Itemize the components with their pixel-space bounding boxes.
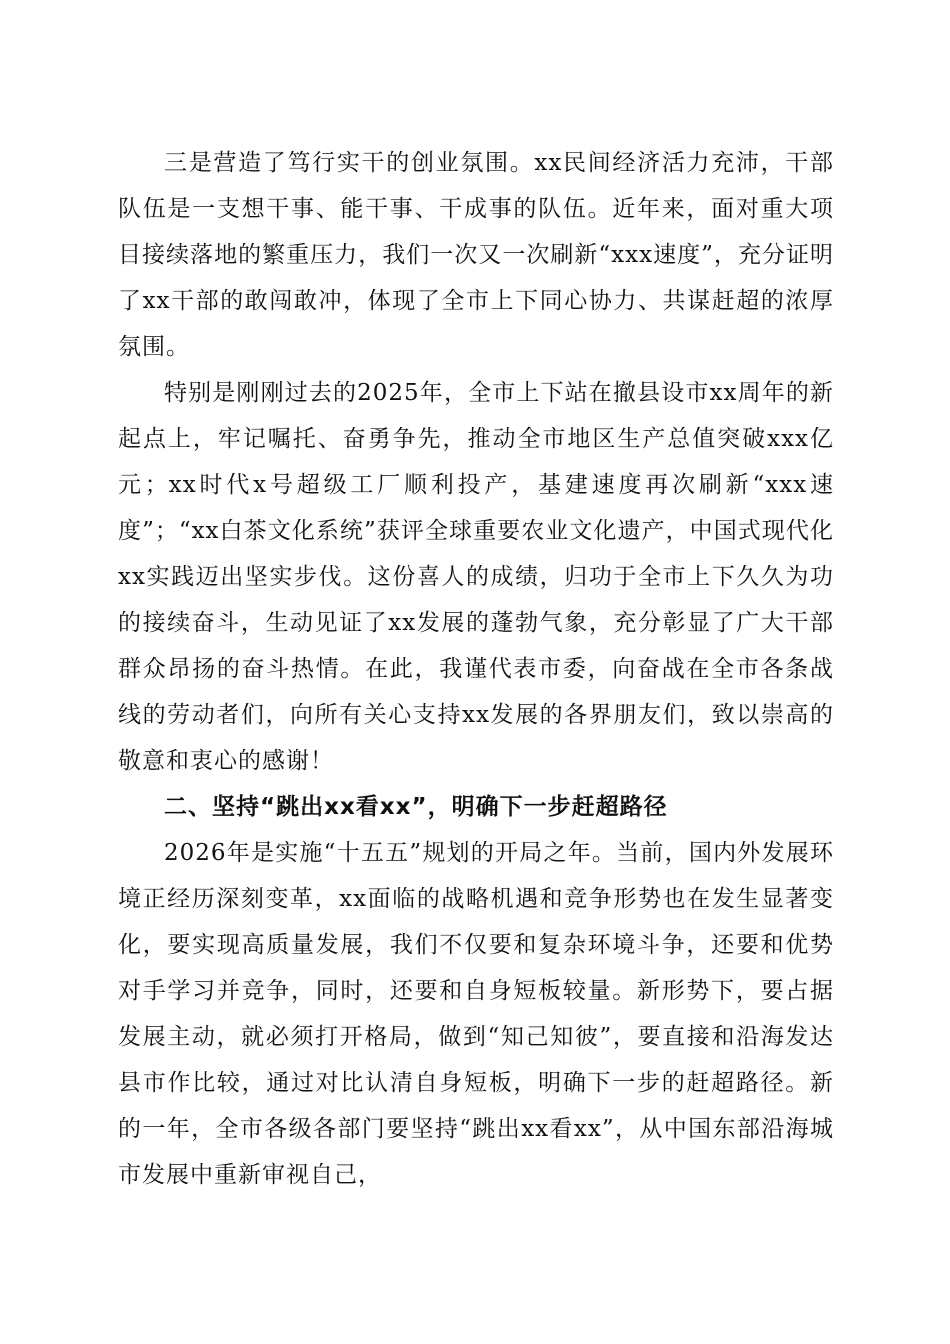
section-heading: 二、坚持“跳出xx看xx”，明确下一步赶超路径 <box>164 794 668 820</box>
document-body <box>118 140 834 1198</box>
paragraph-2026-outlook: 2026年是实施“十五五”规划的开局之年。当前，国内外发展环境正经历深刻变革，xx面临的战略机遇和竞争形势也在发生显著变化，要实现高质量发展，我们不仅要和复杂环境斗争，还要和优势对手学习并竞争，同时，还要和自身短板较量。新形势下，要占据发展主动，就必须打开格局，做到“知己知彼”，要直接和沿海发达县市作比较，通过对比认清自身短板，明确下一步的赶超路径。新的一年，全市各级各部门要坚持“跳出xx看xx”，从中国东部沿海城市发展中重新审视自己， <box>118 840 834 1188</box>
paragraph-atmosphere: 三是营造了笃行实干的创业氛围。xx民间经济活力充沛，干部队伍是一支想干事、能干事、干成事的队伍。近年来，面对重大项目接续落地的繁重压力，我们一次又一次刷新“xxx速度”，充分证明了xx干部的敢闯敢冲，体现了全市上下同心协力、共谋赶超的浓厚氛围。 <box>118 150 834 360</box>
paragraph-2025-achievements: 特别是刚刚过去的2025年，全市上下站在撤县设市xx周年的新起点上，牢记嘱托、奋勇争先，推动全市地区生产总值突破xxx亿元；xx时代x号超级工厂顺利投产，基建速度再次刷新“xxx速度”；“xx白茶文化系统”获评全球重要农业文化遗产，中国式现代化xx实践迈出坚实步伐。这份喜人的成绩，归功于全市上下久久为功的接续奋斗，生动见证了xx发展的蓬勃气象，充分彰显了广大干部群众昂扬的奋斗热情。在此，我谨代表市委，向奋战在全市各条战线的劳动者们，向所有关心支持xx发展的各界朋友们，致以崇高的敬意和衷心的感谢！ <box>118 380 834 774</box>
